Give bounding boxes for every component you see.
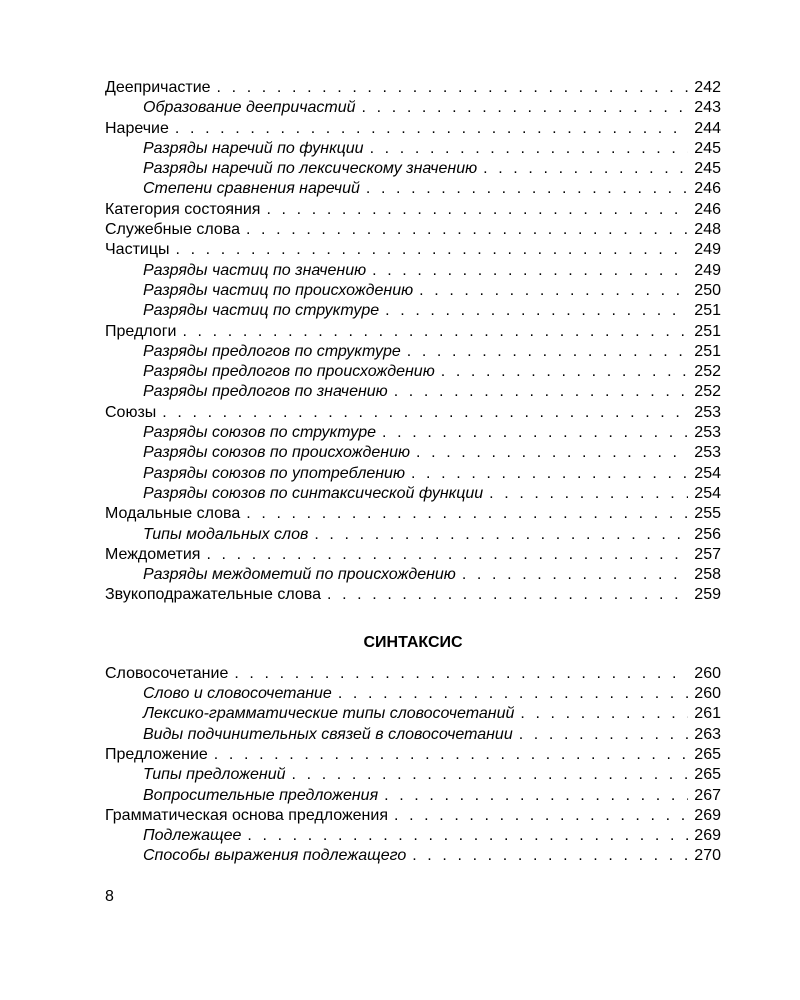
- toc-entry-page-number: 267: [694, 786, 721, 804]
- toc-entry-page-number: 253: [694, 403, 721, 421]
- toc-entry[interactable]: [105, 220, 721, 240]
- toc-entry-page-number: 259: [694, 586, 721, 604]
- dot-leader: [412, 846, 688, 866]
- toc-entry-page-number: 255: [694, 505, 721, 523]
- toc-entry-title: Вопросительные предложения: [143, 786, 379, 804]
- toc-entry-page-number: 248: [694, 221, 721, 239]
- toc-entry[interactable]: [105, 585, 721, 605]
- toc-entry-page-number: 270: [694, 847, 721, 865]
- toc-subentry[interactable]: [105, 261, 721, 281]
- toc-entry-title: Слово и словосочетание: [143, 685, 332, 703]
- toc-entry-title: Разряды союзов по структуре: [143, 424, 377, 442]
- toc-entry-page-number: 257: [694, 545, 721, 563]
- toc-entry[interactable]: [105, 403, 721, 423]
- toc-entry-title: Союзы: [105, 403, 157, 421]
- dot-leader: [462, 565, 688, 585]
- toc-entry[interactable]: [105, 322, 721, 342]
- dot-leader: [246, 220, 688, 240]
- toc-list-syntax: [105, 664, 721, 867]
- toc-entry-page-number: 269: [694, 827, 721, 845]
- toc-entry-page-number: 253: [694, 424, 721, 442]
- toc-entry-title: Предложение: [105, 745, 208, 763]
- toc-entry-title: Разряды союзов по происхождению: [143, 444, 411, 462]
- toc-subentry[interactable]: [105, 281, 721, 301]
- toc-entry-title: Разряды наречий по функции: [143, 139, 364, 157]
- toc-entry-page-number: 252: [694, 383, 721, 401]
- toc-entry-page-number: 258: [694, 566, 721, 584]
- toc-entry-title: Звукоподражательные слова: [105, 586, 321, 604]
- toc-entry[interactable]: [105, 745, 721, 765]
- toc-subentry[interactable]: [105, 684, 721, 704]
- toc-entry-title: Модальные слова: [105, 505, 241, 523]
- toc-entry-page-number: 253: [694, 444, 721, 462]
- toc-entry-title: Типы модальных слов: [143, 525, 309, 543]
- dot-leader: [520, 704, 688, 724]
- toc-subentry[interactable]: [105, 301, 721, 321]
- dot-leader: [338, 684, 688, 704]
- toc-entry-page-number: 246: [694, 180, 721, 198]
- toc-entry-page-number: 251: [694, 342, 721, 360]
- toc-entry-title: Категория состояния: [105, 200, 261, 218]
- dot-leader: [382, 423, 688, 443]
- dot-leader: [182, 322, 688, 342]
- toc-entry-title: Разряды частиц по происхождению: [143, 281, 414, 299]
- toc-entry-title: Служебные слова: [105, 221, 240, 239]
- toc-subentry[interactable]: [105, 139, 721, 159]
- toc-entry-title: Лексико-грамматические типы словосочетаний: [143, 705, 515, 723]
- toc-entry-title: Словосочетание: [105, 664, 229, 682]
- toc-entry[interactable]: [105, 664, 721, 684]
- toc-entry-page-number: 256: [694, 525, 721, 543]
- toc-entry-page-number: 265: [694, 766, 721, 784]
- dot-leader: [162, 403, 688, 423]
- toc-entry-page-number: 260: [694, 685, 721, 703]
- dot-leader: [419, 281, 688, 301]
- dot-leader: [175, 119, 688, 139]
- toc-entry-page-number: 260: [694, 664, 721, 682]
- dot-leader: [327, 585, 688, 605]
- toc-entry-title: Способы выражения подлежащего: [143, 847, 407, 865]
- dot-leader: [372, 261, 688, 281]
- dot-leader: [385, 301, 688, 321]
- toc-entry-title: Междометия: [105, 545, 201, 563]
- toc-entry-title: Частицы: [105, 241, 170, 259]
- toc-entry-page-number: 250: [694, 281, 721, 299]
- dot-leader: [441, 362, 689, 382]
- toc-subentry[interactable]: [105, 565, 721, 585]
- toc-subentry[interactable]: [105, 382, 721, 402]
- toc-entry-title: Разряды междометий по происхождению: [143, 566, 456, 584]
- toc-entry[interactable]: [105, 504, 721, 524]
- dot-leader: [292, 765, 689, 785]
- toc-subentry[interactable]: [105, 342, 721, 362]
- toc-entry-title: Степени сравнения наречий: [143, 180, 360, 198]
- toc-entry-page-number: 249: [694, 241, 721, 259]
- toc-entry-title: Грамматическая основа предложения: [105, 806, 388, 824]
- dot-leader: [411, 464, 688, 484]
- toc-subentry[interactable]: [105, 179, 721, 199]
- toc-entry[interactable]: [105, 78, 721, 98]
- dot-leader: [416, 443, 688, 463]
- toc-entry-title: Предлоги: [105, 322, 177, 340]
- toc-list-morphology: [105, 78, 721, 606]
- page-number: 8: [105, 888, 114, 905]
- dot-leader: [234, 664, 688, 684]
- dot-leader: [214, 745, 689, 765]
- toc-entry-page-number: 261: [694, 705, 721, 723]
- toc-entry[interactable]: [105, 200, 721, 220]
- toc-entry-title: Разряды предлогов по структуре: [143, 342, 401, 360]
- dot-leader: [394, 382, 689, 402]
- toc-entry-page-number: 243: [694, 99, 721, 117]
- toc-entry-page-number: 245: [694, 160, 721, 178]
- dot-leader: [246, 504, 688, 524]
- toc-entry-title: Разряды союзов по синтаксической функции: [143, 484, 484, 502]
- toc-subentry[interactable]: [105, 443, 721, 463]
- dot-leader: [366, 179, 688, 199]
- toc-entry-page-number: 251: [694, 322, 721, 340]
- toc-subentry[interactable]: [105, 846, 721, 866]
- toc-entry-page-number: 249: [694, 261, 721, 279]
- toc-entry-title: Наречие: [105, 119, 169, 137]
- dot-leader: [217, 78, 689, 98]
- toc-subentry[interactable]: [105, 484, 721, 504]
- toc-entry[interactable]: [105, 240, 721, 260]
- toc-entry-page-number: 246: [694, 200, 721, 218]
- toc-subentry[interactable]: [105, 786, 721, 806]
- dot-leader: [266, 200, 688, 220]
- toc-entry-title: Разряды частиц по структуре: [143, 302, 380, 320]
- toc-entry-page-number: 251: [694, 302, 721, 320]
- toc-entry-title: Образование деепричастий: [143, 99, 356, 117]
- toc-subentry[interactable]: [105, 362, 721, 382]
- toc-entry-title: Разряды частиц по значению: [143, 261, 367, 279]
- dot-leader: [489, 484, 688, 504]
- toc-entry-title: Разряды наречий по лексическому значению: [143, 160, 478, 178]
- dot-leader: [519, 725, 689, 745]
- toc-entry-title: Подлежащее: [143, 827, 242, 845]
- toc-entry-title: Типы предложений: [143, 766, 286, 784]
- section-heading: СИНТАКСИС: [363, 633, 463, 651]
- toc-entry-title: Деепричастие: [105, 79, 211, 96]
- toc-entry-page-number: 244: [694, 119, 721, 137]
- toc-entry-page-number: 263: [694, 725, 721, 743]
- toc-entry-title: Разряды союзов по употреблению: [143, 464, 405, 482]
- toc-subentry[interactable]: [105, 159, 721, 179]
- dot-leader: [176, 240, 689, 260]
- dot-leader: [370, 139, 689, 159]
- dot-leader: [384, 786, 688, 806]
- toc-entry[interactable]: [105, 545, 721, 565]
- toc-subentry[interactable]: [105, 423, 721, 443]
- toc-entry[interactable]: [105, 806, 721, 826]
- toc-entry-page-number: 265: [694, 745, 721, 763]
- toc-subentry[interactable]: [105, 826, 721, 846]
- toc-entry-title: Разряды предлогов по происхождению: [143, 363, 435, 381]
- toc-entry-page-number: 269: [694, 806, 721, 824]
- toc-subentry[interactable]: [105, 704, 721, 724]
- dot-leader: [206, 545, 688, 565]
- toc-subentry[interactable]: [105, 98, 721, 118]
- toc-subentry[interactable]: [105, 725, 721, 745]
- toc-entry-page-number: 254: [694, 464, 721, 482]
- toc-subentry[interactable]: [105, 765, 721, 785]
- dot-leader: [362, 98, 689, 118]
- toc-entry-page-number: 242: [694, 79, 721, 96]
- toc-subentry[interactable]: [105, 464, 721, 484]
- toc-entry-page-number: 254: [694, 484, 721, 502]
- dot-leader: [407, 342, 689, 362]
- dot-leader: [394, 806, 688, 826]
- dot-leader: [247, 826, 688, 846]
- toc-entry-title: Разряды предлогов по значению: [143, 383, 388, 401]
- toc-entry[interactable]: [105, 119, 721, 139]
- dot-leader: [483, 159, 688, 179]
- table-of-contents-page: [105, 78, 721, 867]
- toc-subentry[interactable]: [105, 525, 721, 545]
- toc-entry-title: Виды подчинительных связей в словосочетании: [143, 725, 513, 743]
- toc-entry-page-number: 252: [694, 363, 721, 381]
- dot-leader: [314, 525, 688, 545]
- toc-entry-page-number: 245: [694, 139, 721, 157]
